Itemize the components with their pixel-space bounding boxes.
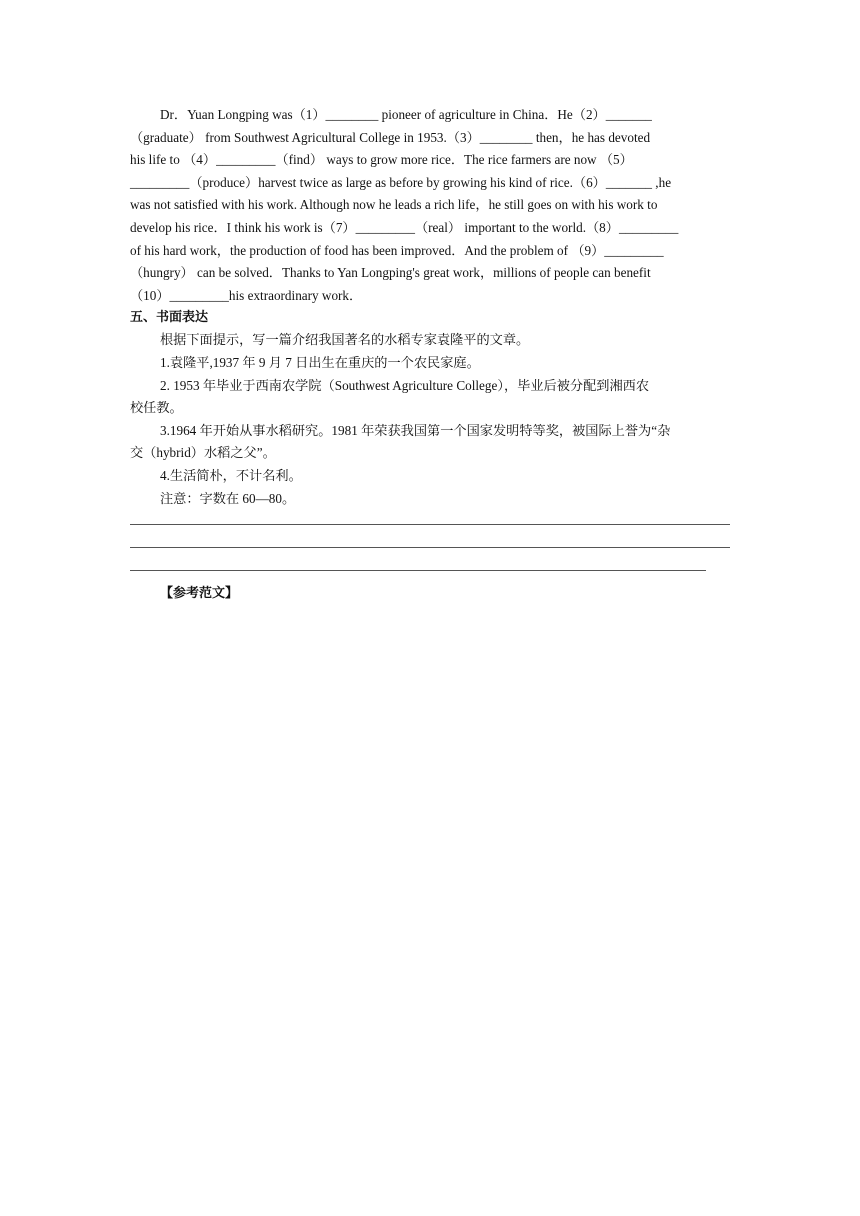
writing-prompt [130, 329, 730, 510]
passage-line-2: （graduate） from Southwest Agricultural College in 1953.（3）________ then，he has devoted [130, 129, 651, 145]
answer-line-1 [130, 524, 730, 525]
prompt-item-3-cont: 交（hybrid）水稻之父”。 [130, 445, 276, 461]
worksheet-page [130, 104, 730, 605]
passage-line-8: （hungry） can be solved．Thanks to Yan Longping's great work，millions of people can benefit [130, 265, 651, 281]
reference-essay-label: 【参考范文】 [160, 586, 239, 602]
answer-line-2 [130, 547, 730, 548]
prompt-note: 注意：字数在 60—80。 [160, 490, 296, 506]
prompt-item-2-cont: 校任教。 [130, 400, 183, 416]
passage-line-3: his life to （4）_________（find） ways to grow more rice．The rice farmers are now （5） [130, 152, 633, 168]
passage-line-5: was not satisfied with his work. Although now he leads a rich life，he still goes on with his work to [130, 197, 658, 213]
passage-line-1: Dr．Yuan Longping was（1）________ pioneer of agriculture in China．He（2）_______ [160, 107, 652, 122]
prompt-item-2: 2. 1953 年毕业于西南农学院（Southwest Agriculture College），毕业后被分配到湘西农 [160, 377, 650, 393]
passage-line-4: _________（produce）harvest twice as large as before by growing his kind of rice.（6）_______ ,he [130, 174, 672, 190]
passage-line-6: develop his rice．I think his work is（7）_________（real） important to the world.（8）_________ [130, 219, 679, 235]
answer-line-3 [130, 570, 706, 571]
prompt-item-3: 3.1964 年开始从事水稻研究。1981 年荣获我国第一个国家发明特等奖，被国际上誉为“杂 [160, 422, 671, 438]
passage-line-7: of his hard work，the production of food has been improved．And the problem of （9）_________ [130, 242, 664, 258]
passage-line-9: （10）_________his extraordinary work． [130, 287, 363, 303]
prompt-item-4: 4.生活简朴，不计名利。 [160, 467, 302, 483]
prompt-item-1: 1.袁隆平,1937 年 9 月 7 日出生在重庆的一个农民家庭。 [160, 354, 480, 370]
prompt-intro: 根据下面提示，写一篇介绍我国著名的水稻专家袁隆平的文章。 [160, 332, 530, 348]
section-heading: 五、书面表达 [130, 310, 209, 326]
cloze-passage [130, 104, 730, 307]
